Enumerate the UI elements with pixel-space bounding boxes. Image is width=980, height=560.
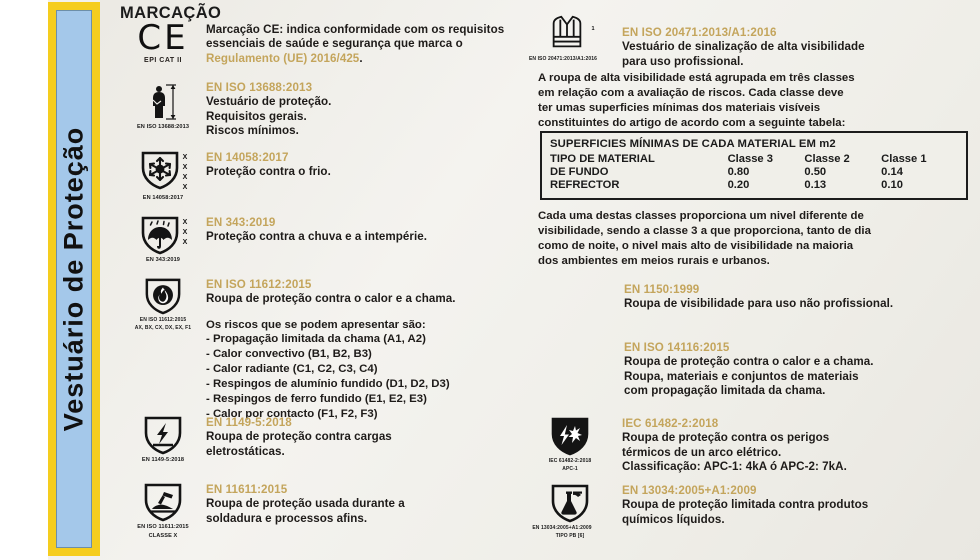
sidebar-banner — [48, 2, 100, 556]
standard-code: IEC 61482-2:2018 — [622, 417, 719, 430]
standard-line: Roupa de proteção contra o calor e a chama. — [624, 355, 874, 369]
table-cell: 0.10 — [881, 179, 903, 191]
entry-ce-marking — [120, 18, 540, 66]
paragraph-line: Cada uma destas classes proporciona um nivel diferente de — [538, 210, 864, 222]
minimum-surfaces-table — [540, 131, 968, 200]
snowflake-shield-icon — [139, 150, 181, 190]
standard-text-block — [622, 416, 962, 475]
table-title: SUPERFICIES MÍNIMAS DE CADA MATERIAL EM m2 — [550, 138, 836, 150]
entry-en-iso-20471 — [518, 12, 980, 69]
standard-code: EN ISO 13688:2013 — [206, 81, 313, 94]
vest-class-badge: 1 — [591, 26, 595, 32]
table-cell: REFRECTOR — [550, 179, 620, 191]
ce-text-before: Marcação CE: indica conformidade com os requisitos essenciais de saúde e segurança que marca o — [206, 23, 505, 51]
paragraph-line: visibilidade, sendo a classe 3 a que proporciona, tanto de dia — [538, 225, 871, 238]
entry-en-iso-13688 — [120, 80, 540, 139]
standard-line: Classificação: APC-1: 4kA ó APC-2: 7kA. — [622, 460, 847, 474]
pictogram-caption-class: APC-1 — [562, 466, 578, 473]
entry-en-14058 — [120, 150, 540, 202]
hivis-intro-paragraph — [538, 71, 968, 132]
standard-code: EN 13034:2005+A1:2009 — [622, 484, 757, 497]
standard-code: EN 343:2019 — [206, 216, 276, 229]
ce-text-after: . — [359, 51, 363, 65]
standard-line: térmicos de un arco elétrico. — [622, 445, 782, 459]
standard-text-block — [206, 415, 526, 459]
standard-text-block — [206, 482, 526, 526]
pictogram-caption-class: CLASSE X — [148, 532, 178, 539]
standard-line: Roupa de proteção limitada contra produtos — [622, 498, 869, 512]
risk-list-intro: Os riscos que se podem apresentar são: — [206, 318, 426, 331]
table-cell: 0.20 — [727, 179, 750, 191]
pictogram-caption: EN ISO 11612:2015 — [139, 317, 187, 323]
entry-en-iso-11612 — [120, 277, 540, 421]
person-garment-icon — [143, 80, 183, 122]
pictogram-block — [120, 215, 206, 264]
pictogram-caption: IEC 61482-2:2018 — [548, 458, 592, 464]
paragraph-line: dos ambientes em meios rurais e urbanos. — [538, 255, 770, 268]
risk-list — [206, 318, 536, 422]
standard-line: Proteção contra o frio. — [206, 165, 331, 179]
table-header-cell: Classe 3 — [727, 153, 773, 165]
classes-paragraph — [538, 209, 978, 270]
arc-flash-shield-icon — [549, 416, 591, 456]
pictogram-block — [518, 416, 622, 473]
standard-line: Riscos mínimos. — [206, 124, 299, 138]
standard-line: soldadura e processos afins. — [206, 511, 368, 525]
flame-shield-icon — [143, 277, 183, 315]
ce-caption: EPI CAT II — [144, 57, 182, 65]
pictogram-caption-classes: AX, BX, CX, DX, EX, F1 — [134, 325, 192, 332]
ce-pictogram-block — [120, 18, 206, 65]
standard-text-block — [622, 483, 962, 527]
electrostatic-shield-icon — [142, 415, 184, 455]
pictogram-block — [120, 415, 206, 464]
paragraph-line: como de noite, o nivel mais alto de visibilidade na maioria — [538, 240, 854, 253]
table-header-cell: Classe 1 — [881, 153, 927, 165]
pictogram-caption: EN ISO 20471:2013/A1:2016 — [528, 56, 598, 62]
standard-line: Roupa de proteção contra cargas — [206, 430, 392, 444]
entry-en-1149-5 — [120, 415, 540, 464]
content-area — [100, 0, 980, 560]
paragraph-line: A roupa de alta visibilidade está agrupada em três classes — [538, 72, 855, 84]
pictogram-block — [518, 12, 622, 62]
risk-item: - Propagação limitada da chama (A1, A2) — [206, 333, 426, 346]
standard-code: EN ISO 11612:2015 — [206, 278, 312, 291]
standard-code: EN 1150:1999 — [624, 283, 700, 296]
left-gutter — [0, 0, 48, 560]
standard-line: Vestuário de sinalização de alta visibilidade — [622, 40, 865, 54]
standard-line: Roupa de proteção contra o calor e a chama. — [206, 292, 456, 306]
pictogram-caption: EN ISO 11611:2015 — [137, 524, 189, 530]
table-header-cell: Classe 2 — [804, 153, 850, 165]
paragraph-line: ter umas superficies mínimas dos materiais visíveis — [538, 102, 821, 115]
standard-text-block — [206, 150, 526, 180]
pictogram-caption-type: TIPO PB [6] — [555, 533, 585, 540]
standard-code: EN 14058:2017 — [206, 151, 289, 164]
table-cell: DE FUNDO — [550, 166, 609, 178]
sidebar-panel — [56, 10, 92, 548]
entry-en-13034 — [518, 483, 980, 540]
standard-code: EN ISO 14116:2015 — [624, 341, 730, 354]
standard-code: EN 1149-5:2018 — [206, 416, 292, 429]
standard-line: com propagação limitada da chama. — [624, 384, 826, 398]
table-cell: 0.14 — [881, 166, 903, 178]
standard-text-block — [206, 80, 526, 139]
pictogram-caption: EN 14058:2017 — [142, 194, 184, 201]
standard-code: EN ISO 20471:2013/A1:2016 — [622, 26, 777, 39]
pictogram-caption: EN ISO 13688:2013 — [136, 124, 190, 130]
standard-line: para uso profissional. — [622, 54, 744, 68]
pictogram-block — [120, 80, 206, 131]
pictogram-block — [120, 150, 206, 202]
standard-line: Roupa, materiais e conjuntos de materiais — [624, 369, 859, 383]
table-cell: 0.50 — [804, 166, 827, 178]
risk-item: - Calor radiante (C1, C2, C3, C4) — [206, 363, 378, 376]
hazard-x-column: X X X X — [182, 154, 188, 191]
standard-text-block — [622, 12, 962, 69]
standard-code: EN 11611:2015 — [206, 483, 288, 496]
pictogram-block — [518, 483, 622, 540]
standard-line: químicos líquidos. — [622, 512, 725, 526]
right-column — [518, 0, 980, 560]
paragraph-line: em relação com a avaliação de riscos. Cada classe deve — [538, 87, 844, 100]
standard-line: Requisitos gerais. — [206, 109, 307, 123]
standard-line: Proteção contra a chuva e a intempérie. — [206, 230, 428, 244]
standard-line: Roupa de visibilidade para uso não profissional. — [624, 297, 894, 311]
sidebar-title: Vestuário de Proteção — [58, 126, 89, 432]
pictogram-caption: EN 343:2019 — [145, 257, 181, 263]
risk-item: - Respingos de ferro fundido (E1, E2, E3) — [206, 392, 427, 405]
standard-line: Roupa de proteção contra os perigos — [622, 431, 830, 445]
entry-en-iso-14116 — [624, 341, 974, 399]
ce-regulation-link[interactable]: Regulamento (UE) 2016/425 — [206, 51, 360, 65]
left-column — [120, 0, 540, 560]
table-cell: 0.13 — [804, 179, 827, 191]
paragraph-line: constituintes do artigo de acordo com a seguinte tabela: — [538, 117, 846, 130]
hi-vis-vest-icon — [545, 12, 589, 54]
table-header-cell: TIPO DE MATERIAL — [550, 153, 655, 165]
table — [550, 153, 958, 192]
table-cell: 0.80 — [727, 166, 750, 178]
entry-en-11611 — [120, 482, 540, 540]
ce-text-block — [206, 22, 526, 66]
pictogram-block — [120, 482, 206, 540]
pictogram-caption: EN 13034:2005+A1:2009 — [532, 525, 592, 531]
risk-item: - Calor por contacto (F1, F2, F3) — [206, 407, 378, 420]
risk-item: - Respingos de alumínio fundido (D1, D2, D3) — [206, 377, 450, 390]
standard-line: eletrostáticas. — [206, 444, 285, 458]
chemical-flask-shield-icon — [549, 483, 591, 523]
pictogram-block — [120, 277, 206, 332]
welding-shield-icon — [142, 482, 184, 522]
entry-en-1150 — [624, 283, 974, 312]
table-row — [550, 179, 958, 192]
pictogram-caption: EN 1149-5:2018 — [141, 457, 185, 463]
entry-iec-61482-2 — [518, 416, 980, 475]
table-header-row — [550, 153, 958, 166]
ce-description — [206, 23, 526, 66]
table-row — [550, 166, 958, 179]
entry-en-343 — [120, 215, 540, 264]
standard-line: Vestuário de proteção. — [206, 95, 332, 109]
standard-line: Roupa de proteção usada durante a — [206, 497, 405, 511]
standard-text-block — [206, 277, 536, 421]
risk-item: - Calor convectivo (B1, B2, B3) — [206, 348, 372, 361]
standard-text-block — [206, 215, 536, 245]
umbrella-rain-shield-icon — [139, 215, 181, 255]
page-title: MARCAÇÃO — [120, 4, 222, 22]
ce-mark-icon: CE — [137, 18, 189, 58]
hazard-x-column: X X X — [182, 219, 188, 246]
